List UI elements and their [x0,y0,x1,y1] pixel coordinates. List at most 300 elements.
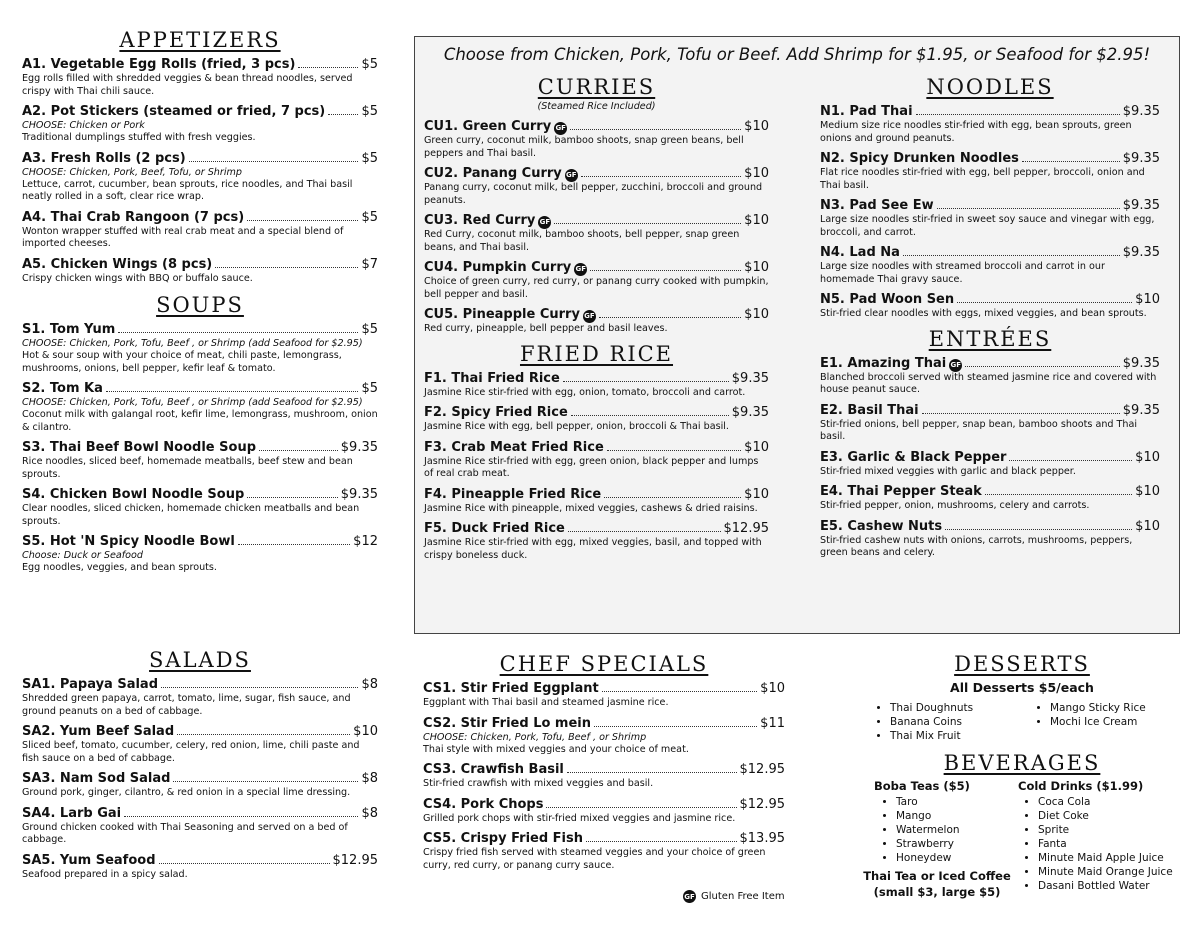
menu-item-description: Sliced beef, tomato, cucumber, celery, red onion, lime, chili paste and fish sauce on a bed of cabbage. [22,740,360,764]
curries-list [424,118,769,336]
menu-item-name: S5. Hot 'N Spicy Noodle Bowl [22,534,235,549]
menu-item-row [22,103,378,120]
menu-item-name: A5. Chicken Wings (8 pcs) [22,256,213,272]
entrees-list [820,355,1160,560]
menu-item [22,56,378,98]
menu-item-description: Egg noodles, veggies, and bean sprouts. [22,562,217,573]
cold-drinks-title: Cold Drinks ($1.99) [1018,779,1144,793]
menu-item [424,520,769,562]
thai-tea-price: (small $3, large $5) [873,885,1001,899]
menu-item-choice: CHOOSE: Chicken, Pork, Tofu, Beef , or Shrimp [423,731,647,743]
dot-leader [189,161,359,162]
menu-item-row [423,796,785,813]
menu-item-description: Traditional dumplings stuffed with fresh veggies. [22,132,256,143]
dot-leader [247,220,358,221]
dot-leader [238,544,350,545]
menu-item-price: $10 [1135,449,1160,465]
menu-item-description: Seafood prepared in a spicy salad. [22,868,188,880]
boba-list [862,795,1012,865]
cold-drink-item: • Minute Maid Orange Juice [1038,865,1173,879]
menu-item-name: A4. Thai Crab Rangoon (7 pcs) [22,209,245,225]
noodles-column [820,75,1160,565]
dot-leader [945,529,1132,530]
menu-item-price: $8 [361,805,378,821]
menu-item-choice: Choose: Duck or Seafood [22,550,143,561]
menu-item-description: Hot & sour soup with your choice of meat, chili paste, lemongrass, mushrooms, onions, bell pepper, kefir leaf & tomato. [22,350,342,374]
menu-item-row [22,321,378,338]
menu-item [423,680,785,710]
menu-item [820,150,1160,192]
menu-item [22,533,378,575]
menu-item-row [424,306,769,323]
menu-item-price: $10 [744,486,769,502]
menu-item-name: SA2. Yum Beef Salad [22,724,175,739]
menu-item-description: Rice noodles, sliced beef, homemade meatballs, beef stew and bean sprouts. [22,456,353,480]
menu-item-name: F5. Duck Fried Rice [424,521,565,536]
menu-item-price: $5 [361,150,378,166]
chef-specials-heading: CHEF SPECIALS [499,652,709,676]
menu-item-description: Eggplant with Thai basil and steamed jasmine rice. [423,697,669,708]
menu-item-row [820,150,1160,167]
menu-item-name: CS2. Stir Fried Lo mein [423,715,592,731]
dot-leader [571,415,729,416]
menu-item-price: $7 [361,256,378,272]
menu-item-price: $9.35 [731,405,769,420]
menu-item [424,165,769,207]
menu-item [423,761,785,791]
menu-item-row [424,370,769,387]
menu-item-row [424,404,769,421]
beverages-lists [862,779,1182,901]
menu-item-row [423,715,785,732]
menu-item-choice: CHOOSE: Chicken, Pork, Beef, Tofu, or Shrimp [22,166,242,178]
dot-leader [590,270,741,271]
cold-drink-item: • Sprite [1038,823,1173,837]
menu-item-description: Jasmine Rice stir-fried with egg, green onion, black pepper and lumps of real crab meat. [424,455,759,479]
dot-leader [124,816,358,817]
menu-item-name: F4. Pineapple Fried Rice [424,486,602,502]
menu-item-name: CU5. Pineapple Curry [424,307,580,322]
menu-item-name: N1. Pad Thai [820,104,913,119]
gf-legend [680,890,785,903]
dot-leader [328,114,358,115]
dot-leader [298,67,358,68]
chef-specials-list [423,680,785,872]
noodles-heading: NOODLES [926,75,1054,99]
menu-item-description: Choice of green curry, red curry, or panang curry cooked with pumpkin, bell pepper and basil. [424,276,769,300]
menu-item-description: Clear noodles, sliced chicken, homemade chicken meatballs and bean sprouts. [22,503,360,527]
menu-item-price: $9.35 [1122,198,1160,213]
menu-item [22,439,378,481]
desserts-list-2 [1032,701,1146,743]
menu-item-name: SA1. Papaya Salad [22,677,159,692]
menu-item [22,852,378,882]
menu-item-description: Stir-fried pepper, onion, mushrooms, celery and carrots. [820,500,1090,511]
menu-item-row [820,244,1160,261]
menu-item-price: $9.35 [1122,151,1160,166]
menu-item-name: S4. Chicken Bowl Noodle Soup [22,487,245,502]
dot-leader [554,223,741,224]
desserts-column [862,652,1182,901]
menu-item-row [820,355,1160,372]
menu-item-price: $5 [361,381,378,396]
dot-leader [161,687,358,688]
menu-item-description: Egg rolls filled with shredded veggies & bean thread noodles, served crispy with Thai chili sauce. [22,73,353,97]
menu-item-description: Stir-fried cashew nuts with onions, carrots, mushrooms, peppers, green beans and celery. [820,534,1133,558]
noodles-list [820,103,1160,321]
salads-heading: SALADS [149,648,251,672]
menu-item-price: $10 [744,260,769,275]
dot-leader [173,781,358,782]
gluten-free-icon: GF [565,169,578,182]
salads-column [22,648,378,886]
menu-item-price: $9.35 [731,370,769,386]
menu-item-description: Ground chicken cooked with Thai Seasoning and served on a bed of cabbage. [22,821,348,845]
menu-item [22,321,378,375]
cold-drinks-list [1012,795,1173,893]
menu-item-name: S2. Tom Ka [22,381,103,396]
menu-item-description: Jasmine Rice with pineapple, mixed veggies, cashews & dried raisins. [424,502,758,514]
dot-leader [215,267,358,268]
menu-item [424,404,769,434]
menu-item-price: $11 [760,715,785,731]
menu-item [424,306,769,336]
menu-item-price: $12.95 [723,521,769,536]
menu-item [423,715,785,757]
gluten-free-icon: GF [683,890,696,903]
menu-item-row [22,150,378,167]
gluten-free-icon: GF [574,263,587,276]
menu-item [22,486,378,528]
dessert-item: • Thai Doughnuts [890,701,1020,715]
desserts-lists [862,701,1182,743]
menu-item-row [424,165,769,182]
menu-item-name: CS5. Crispy Fried Fish [423,831,583,846]
menu-item-description: Ground pork, ginger, cilantro, & red onion in a special lime dressing. [22,787,351,798]
menu-item-name: N4. Lad Na [820,245,900,260]
boba-item: • Taro [896,795,1012,809]
menu-item-row [820,449,1160,466]
menu-item-row [22,770,378,787]
menu-item-choice: CHOOSE: Chicken or Pork [22,120,145,131]
left-column [22,28,378,580]
menu-item-name: E3. Garlic & Black Pepper [820,449,1007,465]
menu-item-row [424,486,769,503]
menu-item-row [22,723,378,740]
menu-item-price: $5 [361,322,378,337]
menu-item [820,197,1160,239]
menu-item-name: CS3. Crawfish Basil [423,762,564,777]
menu-item-price: $12.95 [739,796,785,812]
menu-item [820,402,1160,444]
menu-item-price: $9.35 [1122,104,1160,119]
dot-leader [581,176,741,177]
menu-item-price: $9.35 [1122,355,1160,371]
menu-item-row [423,761,785,778]
menu-item-price: $9.35 [1122,402,1160,418]
dot-leader [602,691,757,692]
menu-item-name: S3. Thai Beef Bowl Noodle Soup [22,440,257,455]
dot-leader [159,863,330,864]
boba-column [862,779,1012,901]
dot-leader [247,497,338,498]
dot-leader [259,450,338,451]
menu-item-name: N5. Pad Woon Sen [820,292,955,307]
menu-item [22,103,378,145]
menu-item-name: F2. Spicy Fried Rice [424,405,568,420]
menu-item-description: Grilled pork chops with stir-fried mixed veggies and jasmine rice. [423,812,736,824]
menu-item-row [424,520,769,537]
menu-item-name: SA5. Yum Seafood [22,852,156,868]
appetizers-heading: APPETIZERS [119,28,281,52]
menu-item-description: Panang curry, coconut milk, bell pepper, zucchini, broccoli and ground peanuts. [424,182,763,206]
gluten-free-icon: GF [538,216,551,229]
menu-item-description: Blanched broccoli served with steamed jasmine rice and covered with house peanut sauce. [820,371,1157,395]
menu-item [820,355,1160,397]
menu-item-price: $10 [1135,292,1160,307]
dot-leader [567,772,737,773]
menu-item-name: CS4. Pork Chops [423,796,544,812]
dessert-item: • Mochi Ice Cream [1050,715,1146,729]
menu-item-description: Stir-fried clear noodles with eggs, mixed veggies, and bean sprouts. [820,308,1147,319]
menu-item [22,723,378,765]
menu-item [22,256,378,286]
cold-drink-item: • Minute Maid Apple Juice [1038,851,1173,865]
menu-item-row [424,118,769,135]
menu-item-row [22,256,378,273]
menu-item-name: F1. Thai Fried Rice [424,370,560,386]
menu-item-name: N3. Pad See Ew [820,198,934,213]
dot-leader [563,381,729,382]
dot-leader [604,497,741,498]
menu-item-description: Thai style with mixed veggies and your choice of meat. [423,743,689,755]
menu-item-description: Crispy chicken wings with BBQ or buffalo sauce. [22,272,253,284]
menu-item-row [22,533,378,550]
menu-item-name: CS1. Stir Fried Eggplant [423,681,599,696]
menu-item-row [22,209,378,226]
menu-item-description: Lettuce, carrot, cucumber, bean sprouts, rice noodles, and Thai basil neatly rolled in a soft, clear rice wrap. [22,178,353,202]
boba-item: • Honeydew [896,851,1012,865]
menu-item-price: $8 [361,677,378,692]
menu-item-row [424,439,769,456]
menu-item [820,483,1160,513]
menu-item-row [820,483,1160,500]
menu-item-name: CU2. Panang Curry [424,166,562,181]
menu-item-description: Medium size rice noodles stir-fried with egg, bean sprouts, green onions and ground peanuts. [820,120,1132,144]
cold-drinks-column [1012,779,1173,901]
menu-item-price: $12.95 [332,852,378,868]
curries-column [424,75,769,567]
boba-item: • Watermelon [896,823,1012,837]
menu-item-row [22,380,378,397]
menu-item-price: $10 [744,307,769,322]
menu-item-description: Large size noodles stir-fried in sweet soy sauce and vinegar with egg, broccoli, and carrot. [820,214,1155,238]
dot-leader [922,413,1120,414]
menu-item-name: E5. Cashew Nuts [820,518,943,534]
menu-item [22,150,378,204]
dot-leader [985,494,1132,495]
dot-leader [106,391,359,392]
appetizers-list [22,56,378,285]
dot-leader [607,450,741,451]
menu-item-description: Stir-fried onions, bell pepper, snap bean, bamboo shoots and Thai basil. [820,418,1138,442]
menu-item-price: $5 [361,57,378,72]
menu-item-price: $9.35 [1122,245,1160,260]
menu-item-price: $10 [1135,484,1160,499]
menu-item-description: Green curry, coconut milk, bamboo shoots, snap green beans, bell peppers and Thai basil. [424,135,744,159]
menu-item-row [22,56,378,73]
menu-item-choice: CHOOSE: Chicken, Pork, Tofu, Beef , or Shrimp (add Seafood for $2.95) [22,338,363,349]
dot-leader [903,255,1120,256]
menu-item-price: $5 [361,209,378,225]
menu-item-row [820,103,1160,120]
menu-item-row [423,830,785,847]
menu-item [820,103,1160,145]
menu-item-description: Large size noodles with streamed broccoli and carrot in our homemade Thai gravy sauce. [820,261,1105,285]
cold-drink-item: • Dasani Bottled Water [1038,879,1173,893]
menu-item [820,244,1160,286]
menu-item-price: $12.95 [739,762,785,777]
dessert-item: • Mango Sticky Rice [1050,701,1146,715]
menu-item-row [22,805,378,822]
desserts-list-1 [872,701,1020,743]
dot-leader [1022,161,1120,162]
beverages-heading: BEVERAGES [943,751,1101,775]
menu-item-price: $9.35 [340,440,378,455]
menu-item-row [22,439,378,456]
boba-item: • Mango [896,809,1012,823]
menu-item-row [423,680,785,697]
menu-item-price: $10 [744,213,769,228]
menu-item-row [820,291,1160,308]
menu-item [424,370,769,400]
menu-item [424,439,769,481]
dot-leader [916,114,1120,115]
menu-item-price: $10 [744,166,769,181]
cold-drink-item: • Diet Coke [1038,809,1173,823]
menu-item-description: Flat rice noodles stir-fried with egg, bell pepper, broccoli, onion and Thai basil. [820,167,1145,191]
gf-legend-text: Gluten Free Item [701,891,785,902]
dot-leader [599,317,741,318]
cold-drink-item: • Fanta [1038,837,1173,851]
menu-item [22,805,378,847]
menu-item [22,380,378,434]
curries-heading: CURRIES [537,75,656,99]
gluten-free-icon: GF [949,359,962,372]
menu-item-price: $5 [361,104,378,119]
gluten-free-icon: GF [554,122,567,135]
soups-heading: SOUPS [156,293,244,317]
menu-item-name: F3. Crab Meat Fried Rice [424,439,604,455]
menu-item-description: Jasmine Rice stir-fried with egg, mixed veggies, basil, and topped with crispy boneless duck. [424,537,762,561]
thai-tea-title: Thai Tea or Iced Coffee [863,869,1011,883]
main-dishes-box [414,36,1180,634]
dot-leader [965,366,1120,367]
menu-item-name: CU1. Green Curry [424,119,552,134]
dot-leader [1009,460,1132,461]
menu-item [820,518,1160,560]
menu-item-name: E2. Basil Thai [820,402,919,418]
dot-leader [570,129,741,130]
boba-title: Boba Teas ($5) [874,779,970,793]
menu-item-description: Red curry, pineapple, bell pepper and basil leaves. [424,323,668,334]
menu-item [820,291,1160,321]
menu-item-price: $10 [1135,518,1160,534]
menu-item [22,209,378,251]
salads-list [22,676,378,881]
menu-item [424,212,769,254]
menu-item-description: Stir-fried mixed veggies with garlic and black pepper. [820,465,1076,477]
menu-item-description: Jasmine Rice with egg, bell pepper, onion, broccoli & Thai basil. [424,421,729,432]
fried-rice-list [424,370,769,563]
menu-item-name: A2. Pot Stickers (steamed or fried, 7 pcs) [22,104,326,119]
menu-item [820,449,1160,479]
menu-item-row [820,518,1160,535]
menu-item-name: A3. Fresh Rolls (2 pcs) [22,150,186,166]
boba-item: • Strawberry [896,837,1012,851]
curries-note: (Steamed Rice Included) [537,101,656,112]
menu-item-name: A1. Vegetable Egg Rolls (fried, 3 pcs) [22,57,296,72]
menu-item [424,486,769,516]
menu-item-name: CU4. Pumpkin Curry [424,260,572,275]
dot-leader [937,208,1120,209]
menu-item-price: $9.35 [340,487,378,502]
dot-leader [568,531,721,532]
menu-item-row [22,486,378,503]
menu-item-name: E4. Thai Pepper Steak [820,484,982,499]
menu-item-price: $10 [744,119,769,134]
menu-item-name: N2. Spicy Drunken Noodles [820,151,1019,166]
menu-item-row [22,676,378,693]
menu-item-name: SA3. Nam Sod Salad [22,771,171,786]
menu-item-price: $13.95 [739,831,785,846]
menu-item-price: $12 [353,534,378,549]
menu-item-description: Jasmine Rice stir-fried with egg, onion, tomato, broccoli and carrot. [424,386,746,398]
menu-item-name: E1. Amazing Thai [820,355,947,371]
menu-item-price: $10 [744,439,769,455]
dot-leader [118,332,358,333]
menu-item-row [424,212,769,229]
menu-item-description: Coconut milk with galangal root, kefir lime, lemongrass, mushroom, onion & cilantro. [22,409,378,433]
dot-leader [177,734,350,735]
menu-item [424,259,769,301]
dot-leader [546,807,736,808]
menu-item [423,830,785,872]
dot-leader [586,841,737,842]
fried-rice-heading: FRIED RICE [519,341,674,366]
cold-drink-item: • Coca Cola [1038,795,1173,809]
soups-list [22,321,378,575]
menu-item-description: Crispy fried fish served with steamed veggies and your choice of green curry, red curry, or panang curry sauce. [423,847,766,871]
menu-item-choice: CHOOSE: Chicken, Pork, Tofu, Beef , or Shrimp (add Seafood for $2.95) [22,397,363,408]
menu-item-name: S1. Tom Yum [22,322,116,337]
menu-item [423,796,785,826]
dessert-item: • Banana Coins [890,715,1020,729]
dot-leader [957,302,1132,303]
gluten-free-icon: GF [583,310,596,323]
desserts-subtitle: All Desserts $5/each [950,680,1094,695]
menu-item-row [820,402,1160,419]
menu-item-name: SA4. Larb Gai [22,805,122,821]
menu-item-description: Red Curry, coconut milk, bamboo shoots, bell pepper, snap green beans, and Thai basil. [424,229,740,253]
menu-item-description: Stir-fried crawfish with mixed veggies and basil. [423,778,654,789]
menu-item-row [820,197,1160,214]
menu-item-description: Wonton wrapper stuffed with real crab meat and a special blend of imported cheeses. [22,225,344,249]
menu-item-description: Shredded green papaya, carrot, tomato, lime, sugar, fish sauce, and ground peanuts on a bed of cabbage. [22,693,351,717]
menu-item-row [22,852,378,869]
chef-specials-column [423,652,785,877]
protein-banner: Choose from Chicken, Pork, Tofu or Beef. Add Shrimp for $1.95, or Seafood for $2.95! [443,45,1151,64]
